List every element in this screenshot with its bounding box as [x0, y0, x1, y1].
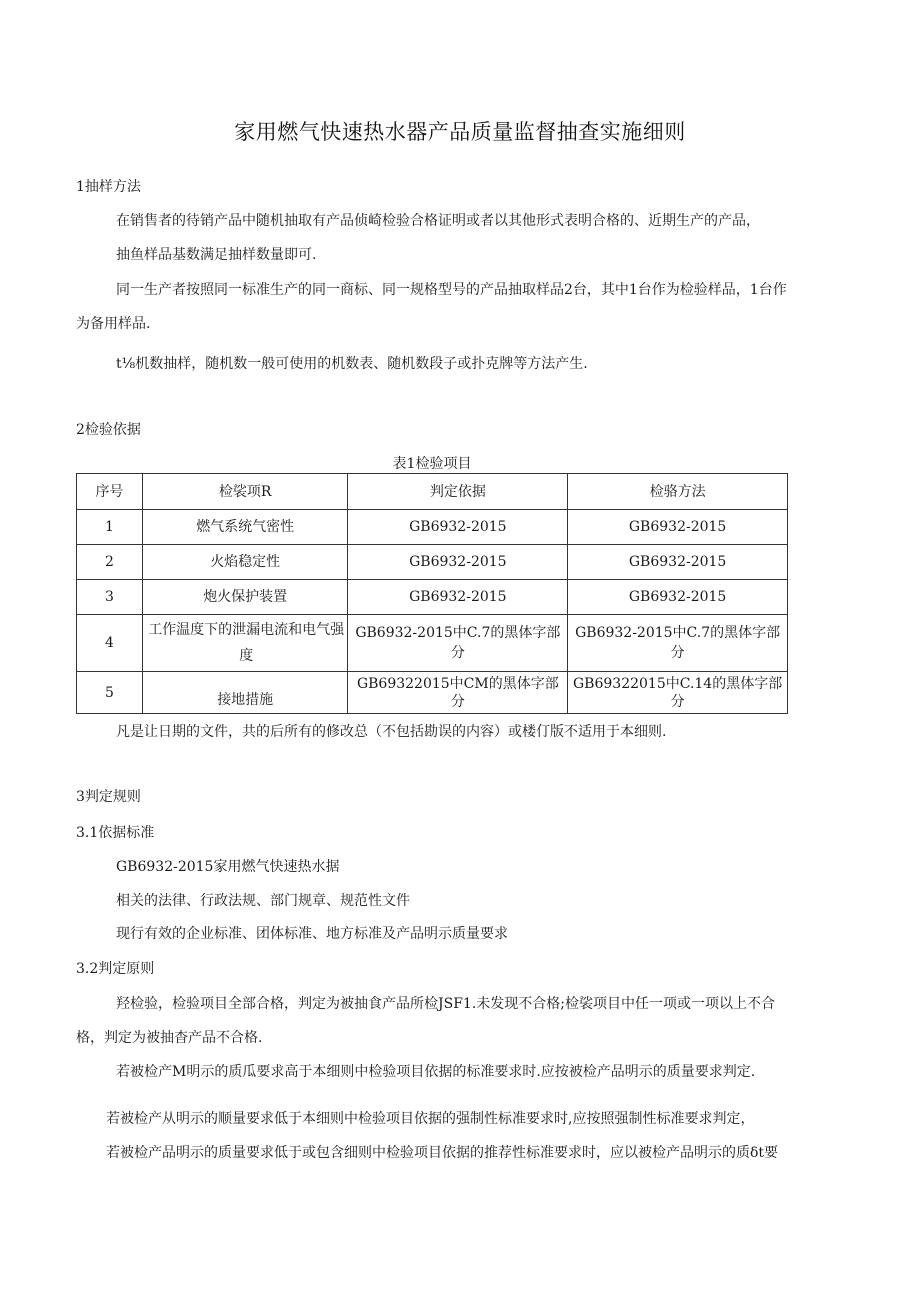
principle-paragraph-3: 若被检产从明示的顺量要求低于本细则中检验项目依据的强制性标准要求时,应按照强制性标准要求判定，	[106, 1111, 755, 1127]
table-cell: 工作温度下的泄漏电流和电气强度	[142, 615, 348, 672]
table-header-cell: 检裟项R	[142, 474, 348, 510]
table-cell: 4	[77, 615, 143, 672]
section-1-paragraph-2b: 为备用样品.	[76, 316, 151, 332]
table-cell: 火焰稳定性	[142, 545, 348, 580]
standard-item: 相关的法律、行政法规、部门规章、规范性文件	[116, 893, 410, 909]
section-1-heading: 1抽样方法	[76, 179, 141, 195]
section-2-note: 凡是让日期的文件，共的后所有的修改总（不包括勘误的内容）或楼仃版不适用于本细则.	[116, 724, 667, 740]
section-3-2-heading: 3.2判定原则	[76, 961, 155, 977]
table-caption: 表1检验项目	[392, 456, 472, 472]
table-cell: GB69322015中C.14的黑体字部分	[568, 672, 788, 714]
table-cell: 炮火保护装置	[142, 580, 348, 615]
section-1-paragraph-1b: 抽鱼样品基数满足抽样数量即可.	[116, 247, 317, 263]
section-3-heading: 3判定规则	[76, 789, 141, 805]
table-cell: GB69322015中CM的黑体字部分	[348, 672, 568, 714]
table-header-row	[77, 474, 788, 510]
table-row	[77, 580, 788, 615]
table-cell: 1	[77, 510, 143, 545]
principle-paragraph-1a: 羟检验，检验项目全部合格，判定为被抽食产品所检JSF1.未发现不合格;检裟项目中任一项或一项以上不合	[116, 996, 775, 1012]
principle-paragraph-1b: 格，判定为被抽杳产品不合格.	[76, 1030, 263, 1046]
section-1-paragraph-1a: 在销售者的待销产品中随机抽取有产品侦崎检验合格证明或者以其他形式表明合格的、近期生产的产品，	[116, 213, 760, 229]
table-cell: 接地措施	[142, 672, 348, 714]
table-cell: GB6932-2015	[348, 510, 568, 545]
table-cell: GB6932-2015	[348, 545, 568, 580]
table-cell: GB6932-2015	[568, 545, 788, 580]
section-1-paragraph-3: t⅛机数抽样，随机数一般可使用的机数表、随机数段子或扑克牌等方法产生.	[116, 356, 588, 372]
table-row	[77, 545, 788, 580]
table-cell: GB6932-2015	[568, 580, 788, 615]
table-row	[77, 615, 788, 672]
table-cell: GB6932-2015中C.7的黑体字部分	[568, 615, 788, 672]
document-title: 家用燃气快速热水器产品质量监督抽查实施细则	[234, 120, 686, 144]
section-2-heading: 2检验依据	[76, 422, 141, 438]
table-row	[77, 510, 788, 545]
table-cell: GB6932-2015	[348, 580, 568, 615]
section-1-paragraph-2a: 同一生产者按照同一标准生产的同一商标、同一规格型号的产品抽取样品2台，其中1台作为检验样品，1台作	[116, 282, 787, 298]
table-header-cell: 判定依据	[348, 474, 568, 510]
section-3-1-heading: 3.1依据标准	[76, 825, 155, 841]
table-row	[77, 672, 788, 714]
table-cell: 3	[77, 580, 143, 615]
table-cell: GB6932-2015	[568, 510, 788, 545]
table-header-cell: 检骆方法	[568, 474, 788, 510]
standard-item: GB6932-2015家用燃气快速热水据	[116, 859, 340, 875]
principle-paragraph-4: 若被检产品明示的质量要求低于或包含细则中检验项目依据的推荐性标准要求时，应以被检产品明示的质δt要	[106, 1145, 779, 1161]
table-cell: 燃气系统气密性	[142, 510, 348, 545]
table-cell: GB6932-2015中C.7的黑体字部分	[348, 615, 568, 672]
inspection-items-table	[76, 473, 788, 714]
table-header-cell: 序号	[77, 474, 143, 510]
table-cell: 2	[77, 545, 143, 580]
principle-paragraph-2: 若被检产M明示的质瓜要求高于本细则中检验项目依据的标准要求时.应按被检产品明示的质量要求判定.	[116, 1064, 756, 1080]
standard-item: 现行有效的企业标准、团体标准、地方标准及产品明示质量要求	[116, 926, 508, 942]
table-cell: 5	[77, 672, 143, 714]
